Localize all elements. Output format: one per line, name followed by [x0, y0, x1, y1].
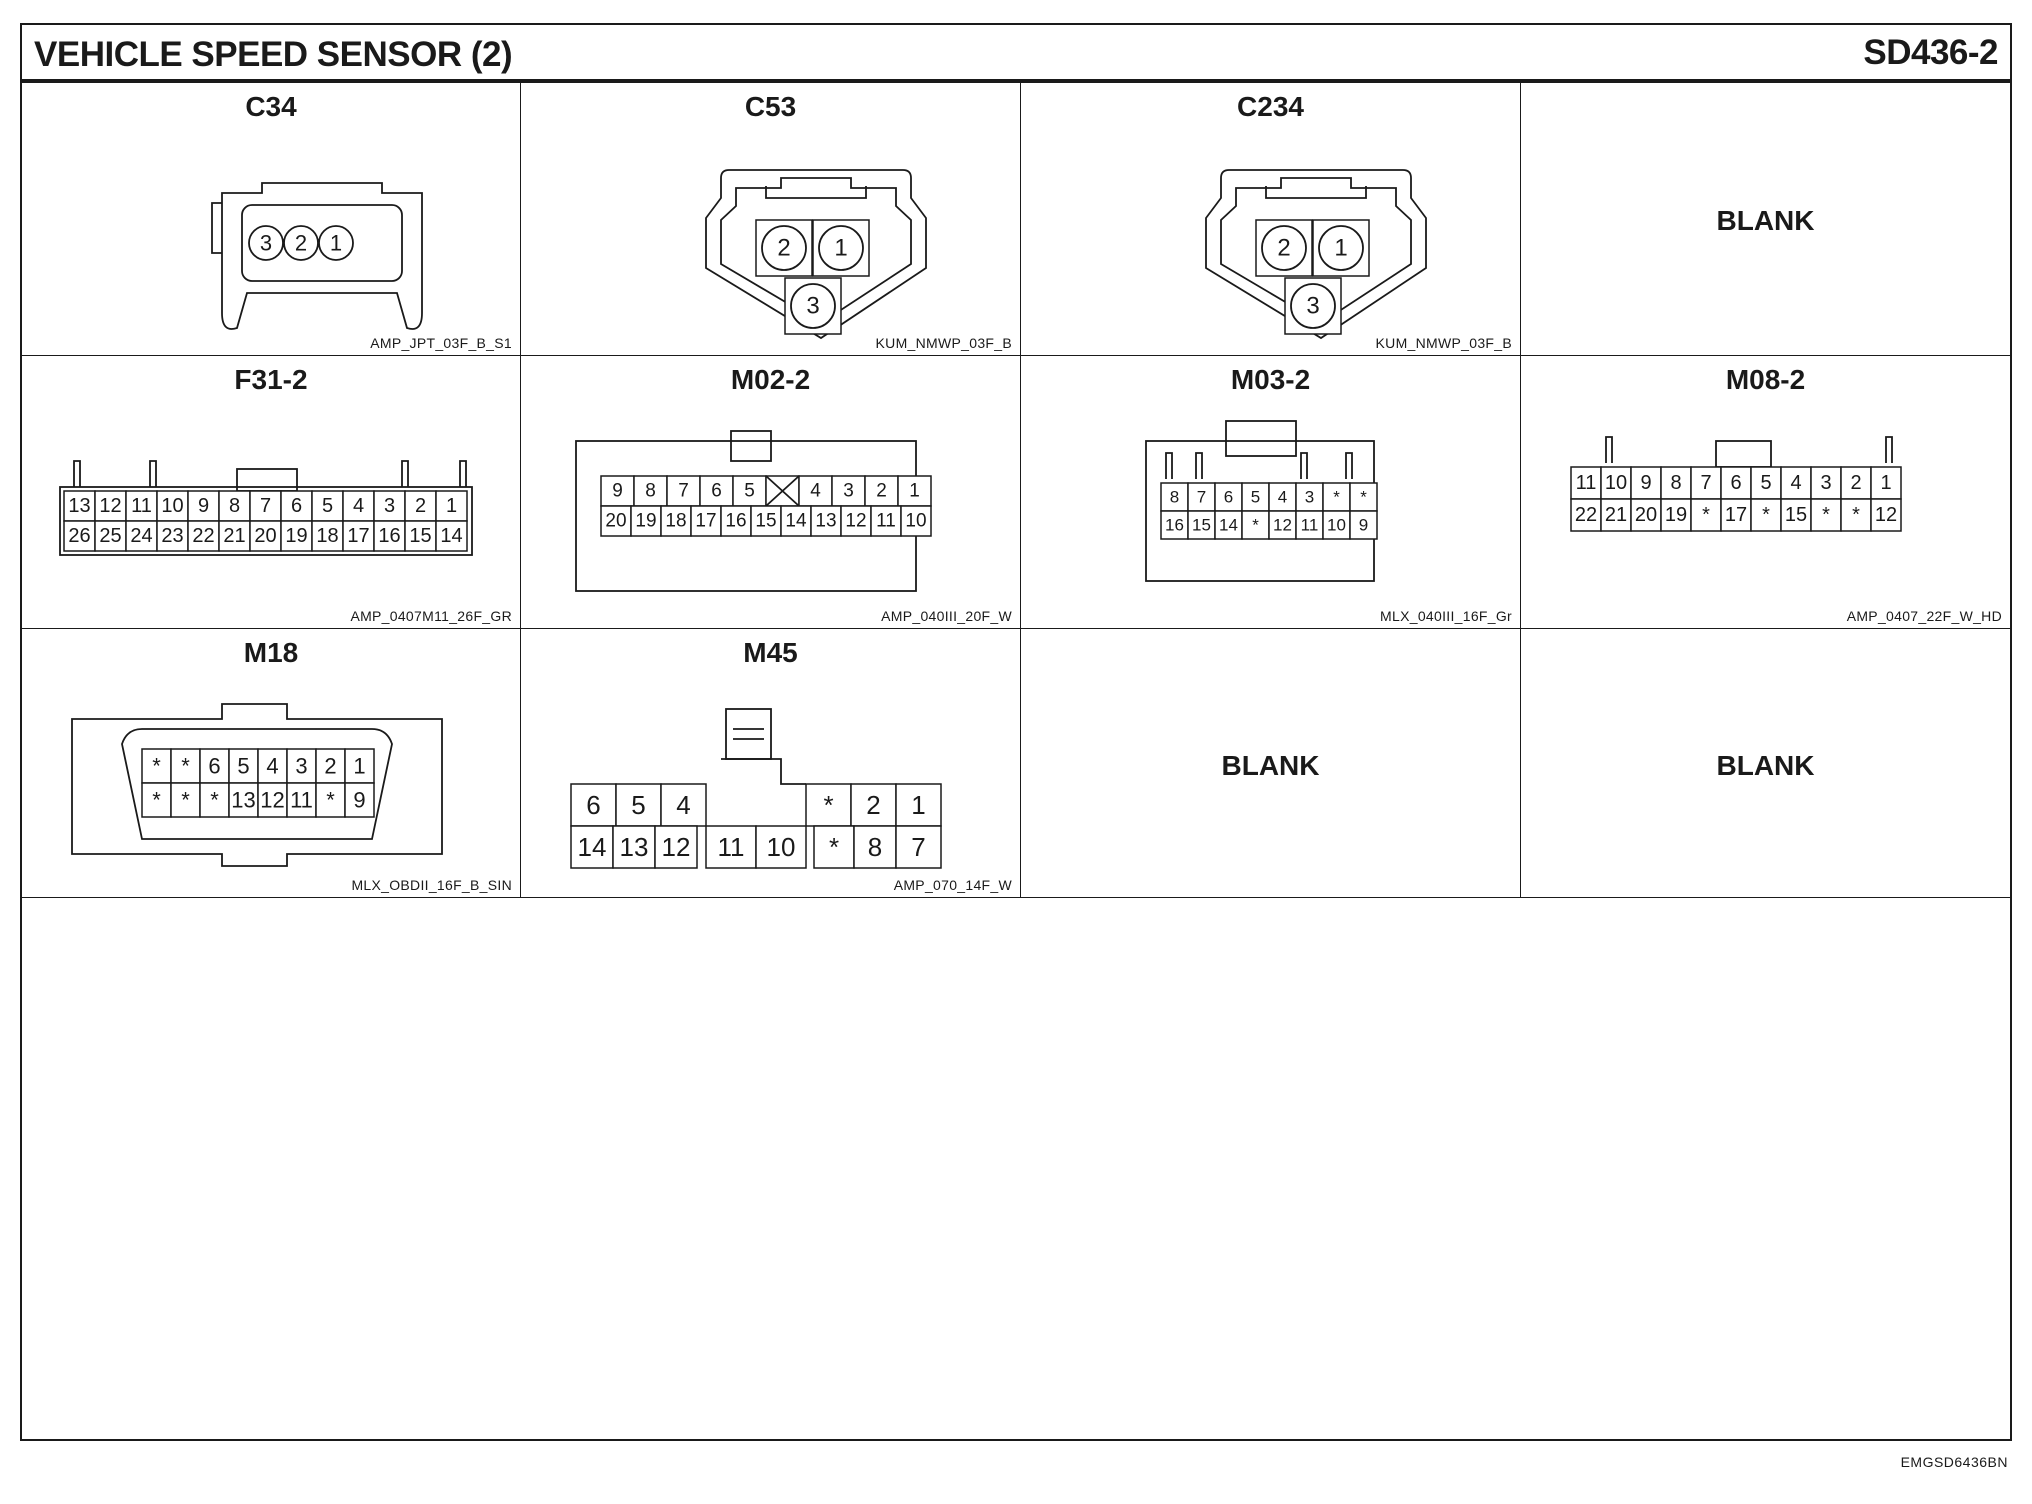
pin-label: 10 — [1327, 515, 1346, 535]
pin-label: 10 — [766, 832, 796, 862]
pin-label: 1 — [1334, 234, 1348, 262]
pin-label: 17 — [695, 510, 717, 532]
connector-diagram — [1136, 411, 1426, 581]
pin-label: 7 — [259, 495, 272, 517]
pin-label: 19 — [1664, 504, 1688, 526]
connector-cell — [22, 83, 521, 356]
connector-id: C34 — [245, 91, 297, 122]
blank-label: BLANK — [1716, 205, 1815, 237]
connector-cell — [1521, 356, 2010, 629]
pin-label: 21 — [1604, 504, 1628, 526]
connector-body — [142, 749, 374, 817]
pin-label: 3 — [259, 230, 273, 256]
pin-label: 1 — [353, 753, 366, 779]
pin-label: 5 — [631, 790, 646, 820]
pin-label: 2 — [876, 480, 887, 502]
pin-label: 11 — [1300, 515, 1319, 535]
pin-label: 18 — [665, 510, 687, 532]
pin-label: 16 — [725, 510, 747, 532]
connector-diagram — [62, 694, 492, 869]
pin-label: 8 — [867, 832, 883, 862]
connector-body — [706, 170, 926, 338]
pin-label: * — [1360, 487, 1367, 507]
latch-icon — [1226, 421, 1296, 456]
pin-label: 2 — [324, 753, 337, 779]
pin-label: 12 — [661, 832, 691, 862]
pin-label: 5 — [1760, 472, 1772, 494]
lock-post — [1301, 453, 1307, 479]
pin-label: 14 — [1219, 515, 1238, 535]
pin-label: 3 — [1306, 292, 1320, 320]
pin-label: 22 — [192, 525, 215, 547]
pin-label: 23 — [161, 525, 184, 547]
pin-label: 11 — [876, 510, 896, 532]
lock-post — [1606, 437, 1612, 463]
pin-label: * — [1822, 504, 1830, 526]
pin-label: * — [181, 787, 190, 813]
pin-label: 9 — [1640, 472, 1652, 494]
pin-label: 6 — [290, 495, 303, 517]
pin-label: 10 — [161, 495, 184, 517]
lock-post — [1346, 453, 1352, 479]
connector-part-number: AMP_0407_22F_W_HD — [1846, 608, 2002, 624]
latch-icon — [733, 729, 764, 739]
pin-label: 15 — [409, 525, 432, 547]
connector-id: M45 — [743, 637, 798, 668]
connector-grid — [22, 83, 2010, 898]
pin-label: * — [210, 787, 219, 813]
connector-part-number: KUM_NMWP_03F_B — [875, 335, 1012, 351]
blank-label: BLANK — [1716, 749, 1815, 781]
pin-label: 7 — [1700, 472, 1712, 494]
connector-cell — [22, 629, 521, 898]
pin-label: 8 — [1169, 487, 1180, 507]
pin-label: 18 — [316, 525, 339, 547]
page-title: VEHICLE SPEED SENSOR (2) — [34, 35, 513, 74]
pin-label: 2 — [1850, 472, 1862, 494]
connector-id: F31-2 — [234, 364, 308, 395]
connector-cell — [521, 83, 1021, 356]
lock-post — [1196, 453, 1202, 479]
lock-post — [1166, 453, 1172, 479]
pin-label: 12 — [260, 787, 285, 813]
pin-label: 15 — [1784, 504, 1808, 526]
latch-icon — [731, 431, 771, 461]
pin-label: 11 — [1575, 472, 1597, 494]
pin-label: 24 — [130, 525, 153, 547]
pin-label: 5 — [237, 753, 250, 779]
pin-label: 14 — [577, 832, 607, 862]
connector-body — [60, 461, 472, 555]
connector-cell — [22, 356, 521, 629]
pin-label: 9 — [353, 787, 366, 813]
lock-post — [74, 461, 80, 487]
pin-label: 10 — [905, 510, 927, 532]
connector-cell — [1021, 356, 1521, 629]
pin-label: 7 — [911, 832, 926, 862]
pin-label: 1 — [329, 230, 343, 256]
pin-label: 9 — [197, 495, 210, 517]
pin-label: 11 — [717, 832, 745, 862]
pin-label: 4 — [1277, 487, 1288, 507]
pin-label: 5 — [321, 495, 334, 517]
pin-label: 8 — [1670, 472, 1682, 494]
pin-label: 6 — [1730, 472, 1742, 494]
pin-label: 2 — [1277, 234, 1291, 262]
pin-label: 12 — [99, 495, 122, 517]
pin-label: 2 — [777, 234, 791, 262]
pin-label: 16 — [378, 525, 401, 547]
connector-part-number: MLX_OBDII_16F_B_SIN — [351, 877, 512, 893]
pin-label: 20 — [1634, 504, 1658, 526]
pin-label: 6 — [1223, 487, 1234, 507]
pin-label: 9 — [612, 480, 623, 502]
pin-label: 17 — [1724, 504, 1748, 526]
pin-label: 1 — [445, 495, 458, 517]
lock-post — [1886, 437, 1892, 463]
connector-id: M08-2 — [1725, 364, 1806, 395]
pin-label: * — [152, 753, 161, 779]
pin-label: * — [326, 787, 335, 813]
pin-label: 1 — [834, 234, 848, 262]
connector-body — [212, 183, 422, 329]
pin-label: 8 — [645, 480, 656, 502]
pin-label: 4 — [1790, 472, 1802, 494]
pin-label: 21 — [223, 525, 246, 547]
connector-diagram — [1171, 158, 1471, 348]
pin-label: 3 — [1820, 472, 1832, 494]
connector-diagram — [671, 158, 971, 348]
pin-label: 2 — [866, 790, 881, 820]
page-code: SD436-2 — [1863, 33, 1998, 72]
pin-label: 1 — [911, 790, 926, 820]
connector-diagram — [576, 431, 976, 591]
pin-label: 1 — [1880, 472, 1892, 494]
connector-cell — [521, 629, 1021, 898]
pin-label: 11 — [290, 787, 313, 813]
pin-label: 9 — [1358, 515, 1369, 535]
connector-id: C234 — [1237, 91, 1304, 122]
pin-label: 17 — [347, 525, 370, 547]
pin-label: 22 — [1574, 504, 1598, 526]
pin-label: * — [823, 790, 834, 820]
pin-label: 12 — [1874, 504, 1898, 526]
connector-part-number: AMP_JPT_03F_B_S1 — [370, 335, 512, 351]
pin-label: 14 — [440, 525, 463, 547]
pin-label: * — [828, 832, 840, 862]
pin-label: 12 — [845, 510, 867, 532]
pin-label: * — [1702, 504, 1710, 526]
connector-id: C53 — [744, 91, 797, 122]
latch-icon — [726, 709, 771, 759]
pin-label: 8 — [228, 495, 241, 517]
connector-diagram — [571, 699, 971, 862]
connector-cell — [1021, 83, 1521, 356]
pin-label: 20 — [254, 525, 277, 547]
pin-label: * — [1852, 504, 1860, 526]
pin-label: * — [181, 753, 190, 779]
pin-label: 3 — [843, 480, 854, 502]
pin-label: 3 — [806, 292, 820, 320]
pin-label: 19 — [635, 510, 657, 532]
pin-label: 12 — [1273, 515, 1292, 535]
connector-id: M02-2 — [730, 364, 811, 395]
pin-label: 7 — [1196, 487, 1207, 507]
connector-body — [1206, 170, 1426, 338]
pin-label: 19 — [285, 525, 308, 547]
pin-label: 6 — [208, 753, 221, 779]
pin-label: 3 — [383, 495, 396, 517]
pin-label: * — [1333, 487, 1340, 507]
pin-label: 26 — [68, 525, 91, 547]
latch-icon — [1716, 441, 1771, 467]
pin-label: 3 — [1304, 487, 1315, 507]
pin-label: * — [152, 787, 161, 813]
connector-part-number: KUM_NMWP_03F_B — [1375, 335, 1512, 351]
pin-label: 11 — [131, 495, 152, 517]
pin-label: 6 — [711, 480, 722, 502]
connector-diagram — [52, 451, 502, 581]
pin-label: 15 — [755, 510, 777, 532]
pin-label: 13 — [68, 495, 91, 517]
connector-part-number: MLX_040III_16F_Gr — [1380, 608, 1512, 624]
pin-label: 10 — [1604, 472, 1628, 494]
pin-label: 5 — [1250, 487, 1261, 507]
pin-label: 25 — [99, 525, 122, 547]
pin-label: * — [1252, 515, 1259, 535]
pin-label: 4 — [676, 790, 691, 820]
lock-post — [150, 461, 156, 487]
blank-cell — [1021, 629, 1521, 898]
connector-id: M03-2 — [1230, 364, 1311, 395]
pin-label: 4 — [352, 495, 365, 517]
pin-label: 2 — [414, 495, 427, 517]
connector-part-number: AMP_070_14F_W — [893, 877, 1012, 893]
connector-body — [1146, 421, 1377, 581]
connector-body — [571, 709, 941, 868]
pin-label: 20 — [605, 510, 627, 532]
pin-label: 7 — [678, 480, 689, 502]
housing-outline — [721, 759, 806, 784]
connector-body — [576, 431, 931, 591]
connector-cell — [521, 356, 1021, 629]
pin-label: 13 — [619, 832, 649, 862]
connector-diagram — [1566, 431, 2006, 561]
lock-post — [460, 461, 466, 487]
pin-label: 13 — [231, 787, 256, 813]
header-bar — [22, 25, 2010, 83]
pin-label: * — [1762, 504, 1770, 526]
blank-cell — [1521, 83, 2010, 356]
pin-label: 13 — [815, 510, 837, 532]
connector-part-number: AMP_040III_20F_W — [881, 608, 1012, 624]
pin-label: 6 — [586, 790, 601, 820]
connector-id: M18 — [243, 637, 299, 668]
pin-label: 4 — [810, 480, 821, 502]
drawing-code: EMGSD6436BN — [1900, 1454, 2008, 1470]
pin-label: 3 — [295, 753, 308, 779]
blank-label: BLANK — [1221, 749, 1320, 781]
connector-diagram — [182, 163, 542, 353]
blank-cell — [1521, 629, 2010, 898]
diagram-sheet — [20, 23, 2012, 1441]
pin-label: 14 — [785, 510, 807, 532]
connector-part-number: AMP_0407M11_26F_GR — [350, 608, 512, 624]
pin-label: 15 — [1192, 515, 1211, 535]
connector-body — [1571, 437, 1901, 531]
lock-post — [402, 461, 408, 487]
pin-label: 16 — [1165, 515, 1184, 535]
pin-label: 1 — [909, 480, 920, 502]
pin-label: 4 — [266, 753, 279, 779]
pin-label: 2 — [294, 230, 308, 256]
pin-label: 5 — [744, 480, 755, 502]
